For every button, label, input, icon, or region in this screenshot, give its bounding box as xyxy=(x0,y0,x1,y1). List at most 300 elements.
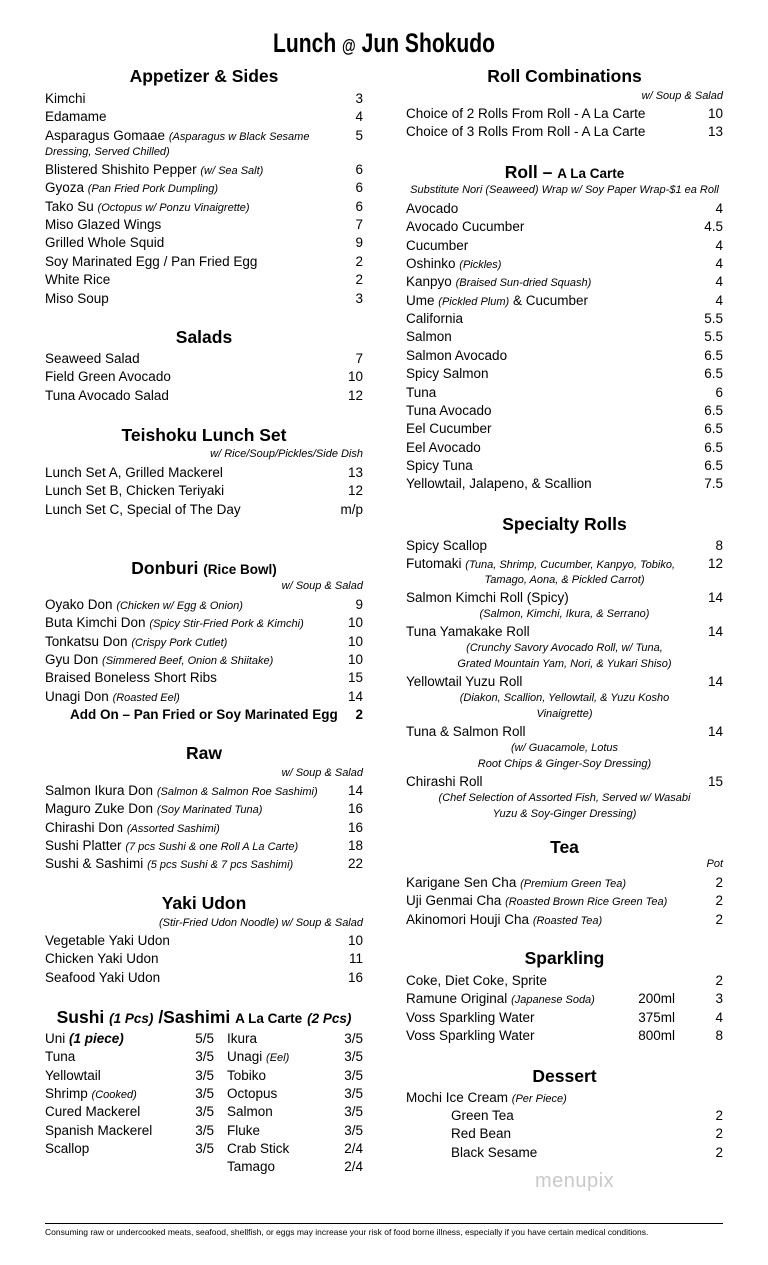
item-description: (Salmon & Salmon Roe Sashimi) xyxy=(156,786,318,798)
item-price: 2/4 xyxy=(344,1159,363,1175)
item-price: 2/4 xyxy=(344,1141,363,1157)
item-name: Tuna xyxy=(406,384,437,400)
item-price: 10 xyxy=(347,933,363,948)
heading-sushi-qty: (1 Pcs) xyxy=(109,1011,154,1026)
item-description: (Chicken w/ Egg & Onion) xyxy=(116,600,243,612)
item-price: 6.5 xyxy=(704,457,723,473)
item-price: 5.5 xyxy=(704,311,723,327)
title-at: @ xyxy=(342,36,356,56)
heading-dessert xyxy=(406,1066,723,1087)
item-description: (Japanese Soda) xyxy=(511,994,595,1007)
donburi-item xyxy=(45,596,363,614)
appetizer-item xyxy=(45,161,363,179)
heading-sashimi: /Sashimi xyxy=(158,1007,231,1027)
specialty-roll-item xyxy=(406,673,723,691)
item-name: Voss Sparkling Water xyxy=(406,1028,535,1044)
specialty-roll-item xyxy=(406,537,723,555)
sushi-item xyxy=(45,1085,214,1103)
item-name: Uji Genmai Cha xyxy=(406,893,502,909)
appetizer-item xyxy=(45,234,363,252)
item-name: Oshinko xyxy=(406,256,456,272)
sushi-item xyxy=(45,1140,214,1158)
item-name: Miso Glazed Wings xyxy=(45,217,162,233)
item-name: Tuna Avocado xyxy=(406,402,492,418)
item-name: Eel Cucumber xyxy=(406,421,492,437)
roll-combo-item xyxy=(406,105,723,123)
item-name: Unagi xyxy=(227,1049,263,1065)
item-description: (Pan Fried Pork Dumpling) xyxy=(87,183,219,196)
item-size: 375ml xyxy=(638,1009,675,1025)
item-price: 14 xyxy=(707,590,723,605)
item-name: Uni xyxy=(45,1031,66,1046)
item-price: 2 xyxy=(715,1108,723,1123)
heading-sparkling-text: Sparkling xyxy=(524,948,605,968)
item-name: Field Green Avocado xyxy=(45,369,171,385)
sushi-item xyxy=(45,1122,214,1140)
item-name: Chicken Yaki Udon xyxy=(45,951,159,967)
salad-item xyxy=(45,368,363,386)
yaki-udon-item xyxy=(45,969,363,987)
appetizer-item xyxy=(45,290,363,308)
item-name: Tuna Avocado Salad xyxy=(45,387,169,403)
heading-specialty-rolls xyxy=(406,514,723,535)
item-price: 12 xyxy=(347,483,363,499)
item-name: Tako Su xyxy=(45,198,94,214)
heading-donburi-text: Donburi xyxy=(131,558,199,578)
roll-combinations-note: w/ Soup & Salad xyxy=(641,90,723,102)
item-description: (Assorted Sashimi) xyxy=(126,822,220,835)
item-name: Eel Avocado xyxy=(406,439,481,455)
item-name: Scallop xyxy=(45,1141,90,1157)
item-description: (7 pcs Sushi & one Roll A La Carte) xyxy=(125,841,299,854)
yaki-udon-item xyxy=(45,950,363,968)
item-price: 2 xyxy=(715,875,723,890)
salad-item xyxy=(45,387,363,405)
item-price: 13 xyxy=(707,124,723,140)
item-price: 4.5 xyxy=(704,219,723,235)
item-price: 6 xyxy=(355,180,363,196)
heading-raw-text: Raw xyxy=(186,743,222,763)
sparkling-item xyxy=(406,1027,723,1045)
item-name: Kimchi xyxy=(45,91,86,106)
donburi-item xyxy=(45,633,363,651)
item-name: Edamame xyxy=(45,109,107,125)
item-description: (Per Piece) xyxy=(511,1093,567,1105)
roll-item xyxy=(406,292,723,310)
item-price: 2 xyxy=(355,272,363,288)
item-price: 6 xyxy=(715,384,723,400)
specialty-roll-item xyxy=(406,623,723,641)
item-name: Asparagus Gomaae xyxy=(45,127,166,143)
roll-item xyxy=(406,273,723,291)
sushi-item xyxy=(45,1067,214,1085)
raw-note: w/ Soup & Salad xyxy=(281,767,363,779)
heading-roll-alacarte-text: Roll – xyxy=(504,162,553,182)
item-name: Oyako Don xyxy=(45,597,113,612)
item-description: (Pickled Plum) xyxy=(438,295,510,308)
item-name: Blistered Shishito Pepper xyxy=(45,162,197,178)
item-name: Tonkatsu Don xyxy=(45,633,128,649)
tea-item xyxy=(406,911,723,929)
item-description-line2: Dressing, Served Chilled) xyxy=(45,145,170,158)
item-description: (Cooked) xyxy=(91,1089,137,1102)
item-name: Kanpyo xyxy=(406,274,452,290)
heading-sparkling xyxy=(406,948,723,969)
item-name: Tuna & Salmon Roll xyxy=(406,724,526,739)
roll-item xyxy=(406,365,723,383)
item-price: 4 xyxy=(715,292,723,308)
item-name: Seaweed Salad xyxy=(45,351,140,366)
item-price: 2 xyxy=(355,253,363,269)
item-name: Green Tea xyxy=(451,1108,514,1123)
item-name: Octopus xyxy=(227,1086,278,1102)
item-description: (Roasted Eel) xyxy=(112,691,180,704)
item-price: 3/5 xyxy=(195,1067,214,1083)
item-name: Akinomori Houji Cha xyxy=(406,911,530,927)
item-price: 16 xyxy=(347,969,363,985)
roll-item xyxy=(406,255,723,273)
item-description: (Roasted Brown Rice Green Tea) xyxy=(505,896,668,909)
item-price: 3 xyxy=(715,991,723,1007)
sushi-item xyxy=(227,1067,363,1085)
heading-sushi: Sushi xyxy=(56,1007,105,1027)
item-description: (Tuna, Shrimp, Cucumber, Kanpyo, Tobiko, xyxy=(465,559,676,571)
item-name: Braised Boneless Short Ribs xyxy=(45,670,217,686)
item-name: Avocado xyxy=(406,201,459,216)
specialty-roll-item xyxy=(406,555,723,573)
item-name: Shrimp xyxy=(45,1086,88,1102)
item-price: 14 xyxy=(707,624,723,639)
item-name: Choice of 2 Rolls From Roll - A La Carte xyxy=(406,106,646,121)
item-name: Coke, Diet Coke, Sprite xyxy=(406,973,548,988)
item-price: 2 xyxy=(715,893,723,909)
sparkling-item xyxy=(406,972,723,990)
heading-salads xyxy=(45,327,363,348)
appetizer-item xyxy=(45,253,363,271)
sushi-item xyxy=(227,1048,363,1066)
sushi-item xyxy=(227,1122,363,1140)
heading-roll-combinations-text: Roll Combinations xyxy=(487,66,642,86)
item-name: Karigane Sen Cha xyxy=(406,875,517,890)
roll-item xyxy=(406,310,723,328)
item-price: 3 xyxy=(355,290,363,306)
item-price: 7 xyxy=(355,217,363,233)
item-name: Ramune Original xyxy=(406,991,508,1007)
item-price: 2 xyxy=(715,911,723,927)
roll-item xyxy=(406,475,723,493)
item-price: 10 xyxy=(347,369,363,385)
heading-appetizers-text: Appetizer & Sides xyxy=(129,66,279,86)
item-name: Spicy Scallop xyxy=(406,538,488,553)
item-price: 3/5 xyxy=(344,1122,363,1138)
item-name: Ume xyxy=(406,292,435,308)
item-price: 2 xyxy=(715,973,723,988)
sushi-item xyxy=(227,1158,363,1176)
item-price: 3/5 xyxy=(195,1086,214,1102)
item-name: Salmon Ikura Don xyxy=(45,783,154,798)
item-price: 6 xyxy=(355,198,363,214)
item-description-line: (Crunchy Savory Avocado Roll, w/ Tuna, xyxy=(466,642,663,654)
item-name: California xyxy=(406,311,464,327)
appetizer-item xyxy=(45,90,363,108)
item-price: 3/5 xyxy=(195,1104,214,1120)
item-name: Voss Sparkling Water xyxy=(406,1009,535,1025)
heading-yaki-udon-text: Yaki Udon xyxy=(161,893,247,913)
item-description: (1 piece) xyxy=(69,1031,124,1046)
donburi-item xyxy=(45,669,363,687)
item-price: m/p xyxy=(340,501,363,517)
item-price: 4 xyxy=(715,256,723,272)
item-name: Salmon Avocado xyxy=(406,347,508,363)
item-price: 4 xyxy=(715,274,723,290)
roll-item xyxy=(406,218,723,236)
item-price: 11 xyxy=(348,951,363,967)
roll-combo-item xyxy=(406,123,723,141)
item-name: Spicy Tuna xyxy=(406,457,473,473)
item-name: Avocado Cucumber xyxy=(406,219,525,235)
item-name: Yellowtail Yuzu Roll xyxy=(406,674,523,689)
item-name: Vegetable Yaki Udon xyxy=(45,933,170,948)
roll-item xyxy=(406,420,723,438)
dessert-main-item xyxy=(406,1089,723,1107)
item-description-line: Root Chips & Ginger-Soy Dressing) xyxy=(477,758,652,770)
item-name: Tuna Yamakake Roll xyxy=(406,624,530,639)
heading-tea-text: Tea xyxy=(550,837,579,857)
item-name: Miso Soup xyxy=(45,290,109,306)
donburi-addon xyxy=(70,706,363,724)
item-name: Red Bean xyxy=(451,1126,512,1142)
item-price: 7.5 xyxy=(704,476,723,492)
item-description: (Soy Marinated Tuna) xyxy=(156,804,263,817)
heading-teishoku-text: Teishoku Lunch Set xyxy=(121,425,287,445)
item-name: Maguro Zuke Don xyxy=(45,801,154,817)
item-price: 22 xyxy=(347,856,363,872)
teishoku-item xyxy=(45,501,363,519)
item-description: (Spicy Stir-Fried Pork & Kimchi) xyxy=(149,618,304,631)
item-price: 6 xyxy=(355,162,363,178)
item-price: 14 xyxy=(347,688,363,704)
item-size: 200ml xyxy=(638,991,675,1007)
item-price: 7 xyxy=(355,351,363,366)
item-description: (Braised Sun-dried Squash) xyxy=(455,277,592,290)
item-description: (Crispy Pork Cutlet) xyxy=(131,636,228,649)
specialty-roll-item xyxy=(406,773,723,791)
item-description-line: Vinaigrette) xyxy=(536,708,593,720)
yaki-udon-note: (Stir-Fried Udon Noodle) w/ Soup & Salad xyxy=(158,917,363,929)
item-name: Chirashi Roll xyxy=(406,774,483,789)
item-price: 10 xyxy=(347,633,363,649)
item-description: (Premium Green Tea) xyxy=(520,878,627,890)
item-price: 15 xyxy=(347,670,363,686)
item-price: 10 xyxy=(347,652,363,668)
item-description-line: (w/ Guacamole, Lotus xyxy=(511,742,618,754)
item-price: 15 xyxy=(707,774,723,789)
item-name: Mochi Ice Cream xyxy=(406,1090,509,1105)
item-price: 3/5 xyxy=(195,1141,214,1157)
item-price: 16 xyxy=(347,819,363,835)
item-name: Sushi Platter xyxy=(45,838,122,854)
item-name: Salmon xyxy=(227,1104,273,1120)
heading-roll-alacarte-small: A La Carte xyxy=(557,166,625,181)
item-name: Gyoza xyxy=(45,180,85,196)
item-price: 9 xyxy=(355,597,363,612)
tea-item xyxy=(406,892,723,910)
item-name: Chirashi Don xyxy=(45,819,124,835)
item-name: Lunch Set A, Grilled Mackerel xyxy=(45,465,223,480)
item-price: 6.5 xyxy=(704,402,723,418)
appetizer-item xyxy=(45,127,363,145)
heading-sashimi-qty: (2 Pcs) xyxy=(307,1011,352,1026)
item-name: Spicy Salmon xyxy=(406,366,489,382)
title-lunch: Lunch xyxy=(273,28,337,58)
item-description-line: (Chef Selection of Assorted Fish, Served w/ Wasabi xyxy=(438,792,691,804)
item-size: 800ml xyxy=(638,1028,675,1044)
item-price: 3/5 xyxy=(344,1049,363,1065)
sushi-item xyxy=(227,1140,363,1158)
item-price: 14 xyxy=(707,724,723,739)
item-name: Salmon Kimchi Roll (Spicy) xyxy=(406,590,569,605)
item-price: 5 xyxy=(355,127,363,143)
donburi-item xyxy=(45,614,363,632)
item-name: Tamago xyxy=(227,1159,276,1175)
heading-yaki-udon xyxy=(45,893,363,914)
item-name: Yellowtail, Jalapeno, & Scallion xyxy=(406,476,592,492)
sushi-item xyxy=(45,1030,214,1048)
item-price: 18 xyxy=(347,838,363,854)
item-description-line: Grated Mountain Yam, Nori, & Yukari Shiso) xyxy=(457,658,672,670)
footer-divider xyxy=(45,1223,723,1224)
item-description-line: Yuzu & Soy-Ginger Dressing) xyxy=(492,808,637,820)
item-price: 6.5 xyxy=(704,347,723,363)
item-price: 6.5 xyxy=(704,421,723,437)
tea-item xyxy=(406,874,723,892)
item-name: Cucumber xyxy=(406,237,469,253)
item-price: 14 xyxy=(707,674,723,689)
item-price: 3/5 xyxy=(344,1031,363,1046)
item-price: 13 xyxy=(347,465,363,480)
item-description: (Eel) xyxy=(266,1052,290,1065)
item-name: Soy Marinated Egg / Pan Fried Egg xyxy=(45,253,258,269)
raw-item xyxy=(45,855,363,873)
item-price: 3/5 xyxy=(344,1104,363,1120)
heading-specialty-rolls-text: Specialty Rolls xyxy=(502,514,627,534)
menu-title xyxy=(84,28,683,59)
sushi-item xyxy=(45,1048,214,1066)
item-description: (Roasted Tea) xyxy=(532,914,603,927)
sparkling-item xyxy=(406,990,723,1008)
heading-teishoku xyxy=(45,425,363,446)
item-name: Cured Mackerel xyxy=(45,1104,141,1120)
donburi-item xyxy=(45,688,363,706)
item-name: Tuna xyxy=(45,1049,76,1065)
salad-item xyxy=(45,350,363,368)
item-name: Lunch Set C, Special of The Day xyxy=(45,501,241,517)
teishoku-note: w/ Rice/Soup/Pickles/Side Dish xyxy=(210,448,363,460)
raw-item xyxy=(45,837,363,855)
item-price: 5.5 xyxy=(704,329,723,345)
item-price: 4 xyxy=(715,1009,723,1025)
appetizer-item xyxy=(45,179,363,197)
item-price: 6.5 xyxy=(704,439,723,455)
item-name: Grilled Whole Squid xyxy=(45,235,165,251)
item-description: (Simmered Beef, Onion & Shiitake) xyxy=(102,655,274,668)
roll-item xyxy=(406,328,723,346)
sushi-item xyxy=(227,1030,363,1048)
heading-donburi xyxy=(45,558,363,579)
item-price: 2 xyxy=(355,707,363,722)
item-name: Futomaki xyxy=(406,556,462,571)
heading-roll-combinations xyxy=(406,66,723,87)
item-price: 12 xyxy=(707,556,723,571)
item-description: (w/ Sea Salt) xyxy=(200,165,264,178)
sushi-item xyxy=(45,1103,214,1121)
title-restaurant: Jun Shokudo xyxy=(361,28,495,58)
raw-item xyxy=(45,800,363,818)
item-description: (5 pcs Sushi & 7 pcs Sashimi) xyxy=(147,859,294,872)
footer-disclaimer: Consuming raw or undercooked meats, seafood, shellfish, or eggs may increase your risk of food borne illness, especially if you have certain medical conditions. xyxy=(45,1227,649,1237)
item-name: White Rice xyxy=(45,272,111,288)
item-price: 3/5 xyxy=(195,1049,214,1065)
item-name: Seafood Yaki Udon xyxy=(45,969,161,985)
yaki-udon-item xyxy=(45,932,363,950)
item-name: Add On – Pan Fried or Soy Marinated Egg xyxy=(70,707,338,722)
dessert-item xyxy=(451,1125,723,1143)
donburi-item xyxy=(45,651,363,669)
dessert-item xyxy=(451,1144,723,1162)
item-price: 2 xyxy=(715,1144,723,1160)
specialty-roll-item xyxy=(406,589,723,607)
teishoku-item xyxy=(45,482,363,500)
heading-roll-alacarte xyxy=(406,162,723,183)
item-price: 6.5 xyxy=(704,366,723,382)
item-name: Unagi Don xyxy=(45,688,109,704)
specialty-roll-item xyxy=(406,723,723,741)
item-name: Fluke xyxy=(227,1122,261,1138)
item-price: 4 xyxy=(715,237,723,253)
item-price: 2 xyxy=(715,1126,723,1142)
item-description: (Asparagus w Black Sesame xyxy=(168,130,310,143)
tea-pot-note: Pot xyxy=(706,858,723,870)
item-name: Sushi & Sashimi xyxy=(45,856,144,872)
item-description: (Pickles) xyxy=(459,259,502,272)
raw-item xyxy=(45,782,363,800)
heading-salads-text: Salads xyxy=(175,327,233,347)
item-name: Ikura xyxy=(227,1031,258,1046)
heading-raw xyxy=(45,743,363,764)
item-name: Tobiko xyxy=(227,1067,267,1083)
roll-alacarte-note: Substitute Nori (Seaweed) Wrap w/ Soy Paper Wrap-$1 ea Roll xyxy=(410,184,719,196)
item-name: Salmon xyxy=(406,329,452,345)
sushi-item xyxy=(227,1085,363,1103)
item-price: 12 xyxy=(347,387,363,403)
heading-appetizers xyxy=(45,66,363,87)
item-price: 4 xyxy=(355,109,363,125)
sushi-item xyxy=(227,1103,363,1121)
dessert-item xyxy=(451,1107,723,1125)
appetizer-item xyxy=(45,198,363,216)
roll-item xyxy=(406,384,723,402)
item-price: 3/5 xyxy=(195,1122,214,1138)
item-description: (Octopus w/ Ponzu Vinaigrette) xyxy=(97,201,250,214)
sparkling-item xyxy=(406,1009,723,1027)
roll-item xyxy=(406,347,723,365)
item-price: 8 xyxy=(715,1028,723,1044)
item-price: 10 xyxy=(707,106,723,121)
item-name: Crab Stick xyxy=(227,1141,290,1157)
appetizer-item xyxy=(45,216,363,234)
item-name: Choice of 3 Rolls From Roll - A La Carte xyxy=(406,124,646,140)
item-price: 3 xyxy=(355,91,363,106)
